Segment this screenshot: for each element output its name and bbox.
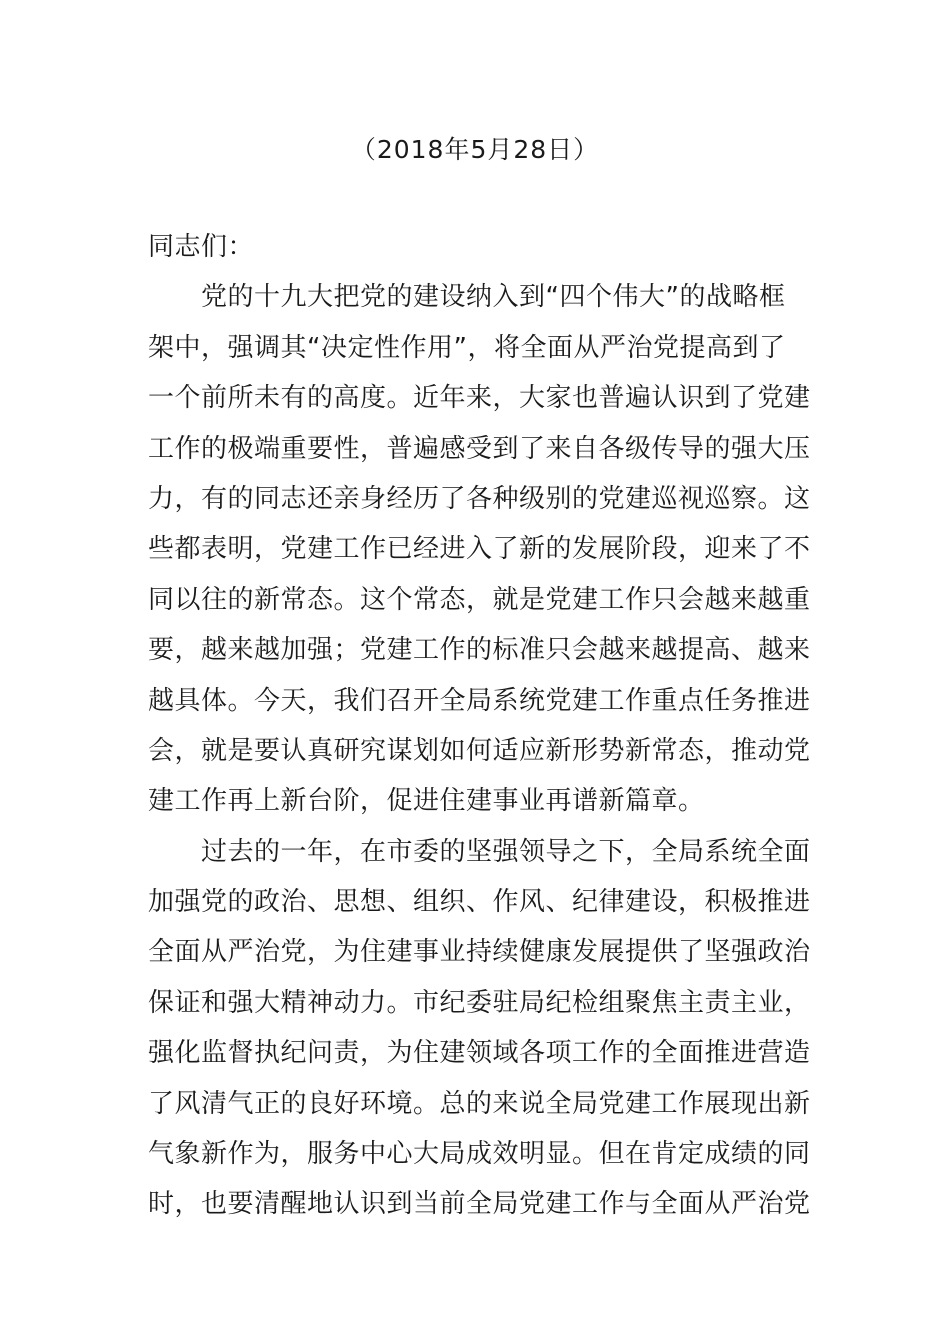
paragraph-line: 过去的一年，在市委的坚强领导之下，全局系统全面 (148, 836, 811, 867)
paragraph-line: 党的十九大把党的建设纳入到“四个伟大”的战略框 (148, 282, 786, 313)
paragraph-line: 工作的极端重要性，普遍感受到了来自各级传导的强大压 (148, 433, 811, 464)
paragraph-1 (148, 272, 811, 826)
paragraph-line: 时，也要清醒地认识到当前全局党建工作与全面从严治党 (148, 1189, 811, 1220)
paragraph-line: 保证和强大精神动力。市纪委驻局纪检组聚焦主责主业， (148, 987, 811, 1018)
paragraph-line: 强化监督执纪问责，为住建领域各项工作的全面推进营造 (148, 1038, 811, 1069)
salutation: 同志们： (148, 232, 255, 262)
paragraph-line: 加强党的政治、思想、组织、作风、纪律建设，积极推进 (148, 887, 811, 918)
paragraph-line: 同以往的新常态。这个常态，就是党建工作只会越来越重 (148, 584, 811, 615)
paragraph-line: 气象新作为，服务中心大局成效明显。但在肯定成绩的同 (148, 1139, 811, 1170)
paragraph-line: 架中，强调其“决定性作用”，将全面从严治党提高到了 (148, 332, 786, 363)
paragraph-line: 建工作再上新台阶，促进住建事业再谱新篇章。 (148, 786, 705, 817)
body-text (148, 222, 811, 1230)
paragraph-line: 力，有的同志还亲身经历了各种级别的党建巡视巡察。这 (148, 483, 811, 514)
paragraph-line: 要，越来越加强；党建工作的标准只会越来越提高、越来 (148, 635, 811, 666)
date-line: （2018年5月28日） (350, 135, 600, 164)
paragraph-line: 些都表明，党建工作已经进入了新的发展阶段，迎来了不 (148, 534, 811, 565)
paragraph-line: 一个前所未有的高度。近年来，大家也普遍认识到了党建 (148, 383, 811, 414)
paragraph-line: 越具体。今天，我们召开全局系统党建工作重点任务推进 (148, 685, 811, 716)
paragraph-line: 全面从严治党，为住建事业持续健康发展提供了坚强政治 (148, 937, 811, 968)
paragraph-2 (148, 827, 811, 1230)
paragraph-line: 会，就是要认真研究谋划如何适应新形势新常态，推动党 (148, 735, 811, 766)
paragraph-line: 了风清气正的良好环境。总的来说全局党建工作展现出新 (148, 1088, 811, 1119)
